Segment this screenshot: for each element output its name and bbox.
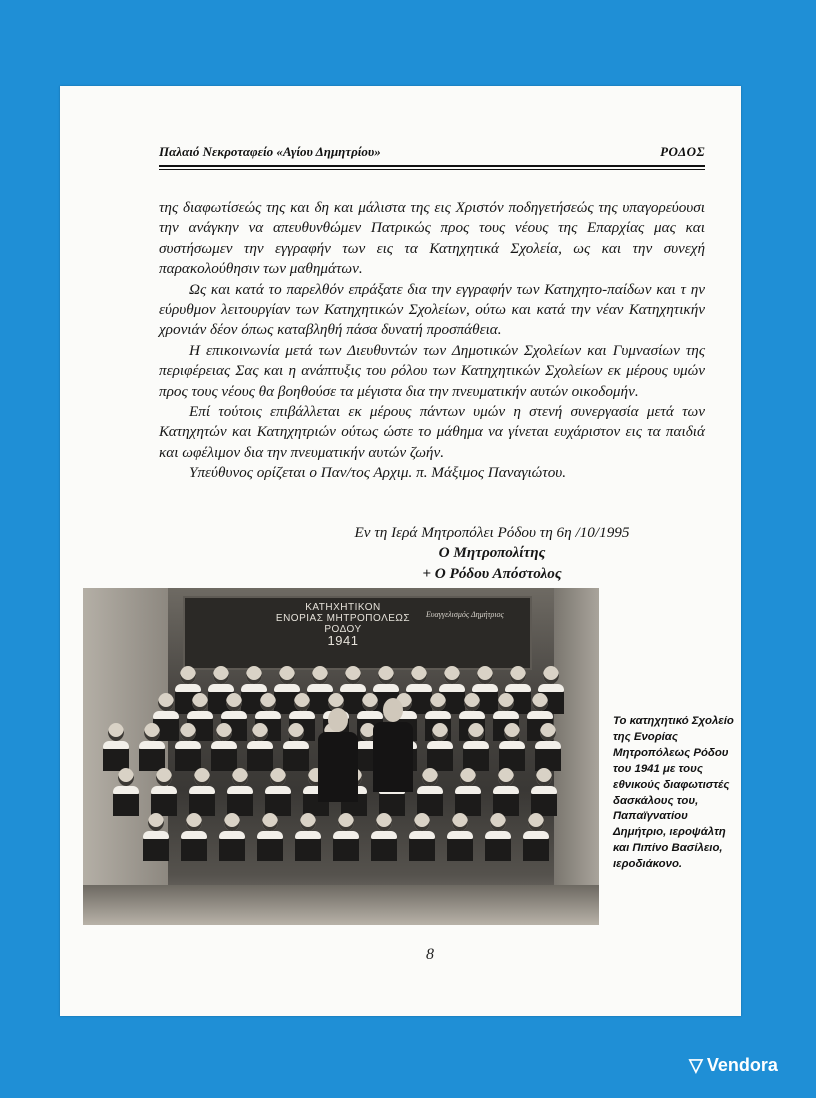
paragraph: Η επικοινωνία μετά των Διευθυντών των Δημοτικών Σχολείων και Γυμνασίων της περιφέρειας Σας και η ανάπτυξις του ρόλου των Κατηχητικών Σχολείων εκ μέρους υμών προς τους νέους θα βοηθούσε τα μέγιστα δια την πνευματικήν αυτών οικοδομήν.: [159, 341, 705, 400]
brand-name: Vendora: [706, 1055, 778, 1075]
header-rule-thin: [159, 169, 705, 170]
page-number: 8: [426, 946, 434, 963]
signoff-name: + Ο Ρόδου Απόστολος: [422, 564, 562, 582]
paragraph: της διαφωτίσεώς της και δη και μάλιστα της εις Χριστόν ποδηγετήσεώς της υπαγορεύουσι την ανάγκην να απευθυνθώμεν Πατρικώς προς τους νέους της Επαρχίας μας και συστήσωμεν την εγγραφήν των εις τα Κατηχητικά Σχολεία, ως και την συνεχή παρακολούθησιν των μαθημάτων.: [159, 199, 705, 278]
photo-child: [499, 723, 525, 771]
paragraph: Υπεύθυνος ορίζεται ο Παν/τος Αρχιμ. π. Μάξιμος Παναγιώτου.: [189, 464, 567, 482]
photo-child: [409, 813, 435, 861]
photo-teacher: [373, 698, 413, 792]
body-text: [159, 198, 705, 484]
board-note: Ευαγγελισμός Δημήτριος: [426, 610, 504, 619]
vendora-logo-icon: ▽: [689, 1055, 703, 1075]
header-rule: [159, 165, 705, 167]
board-text: [238, 602, 448, 646]
photo-child: [485, 813, 511, 861]
photo-floor: [83, 885, 599, 925]
document-page: [60, 86, 741, 1016]
photo-child: [181, 813, 207, 861]
board-line: ΚΑΤΗΧΗΤΙΚΟΝ: [305, 602, 381, 613]
photo-child: [455, 768, 481, 816]
board-line: ΡΟΔΟΥ: [324, 624, 362, 635]
board-line: ΕΝΟΡΙΑΣ ΜΗΤΡΟΠΟΛΕΩΣ: [275, 613, 411, 624]
photo-child: [523, 813, 549, 861]
photo-child: [265, 768, 291, 816]
photo-child: [531, 768, 557, 816]
photo-child: [283, 723, 309, 771]
header-section: ΡΟΔΟΣ: [660, 144, 705, 159]
photo-child: [417, 768, 443, 816]
photo-child: [227, 768, 253, 816]
photo-child: [427, 723, 453, 771]
photo-child: [493, 768, 519, 816]
photo-child: [371, 813, 397, 861]
photo-child: [103, 723, 129, 771]
board-line: 1941: [327, 633, 359, 648]
photo-child: [139, 723, 165, 771]
photo-child: [535, 723, 561, 771]
class-photo: [83, 588, 599, 925]
photo-child: [219, 813, 245, 861]
photo-child: [175, 723, 201, 771]
header-title: Παλαιό Νεκροταφείο «Αγίου Δημητρίου»: [159, 144, 381, 159]
signoff: [159, 523, 705, 584]
photo-child: [151, 768, 177, 816]
photo-child: [257, 813, 283, 861]
photo-child: [247, 723, 273, 771]
paragraph: Ως και κατά το παρελθόν επράξατε δια την εγγραφήν των Κατηχητο-παίδων και τ ην εύρυθμον λειτουργίαν των Κατηχητικών Σχολείων, ούτω και κατά την νέαν Κατηχητικήν χρονιάν δέον όπως καταβληθή πάσα δυνατή προσπάθεια.: [159, 280, 705, 339]
signoff-title: Ο Μητροπολίτης: [438, 544, 546, 562]
photo-child: [333, 813, 359, 861]
photo-child: [113, 768, 139, 816]
photo-child: [189, 768, 215, 816]
watermark-brand: [689, 1055, 778, 1076]
photo-child: [143, 813, 169, 861]
photo-child: [463, 723, 489, 771]
photo-caption: Το κατηχητικό Σχολείο της Ενορίας Μητροπόλεως Ρόδου του 1941 με τους εθνικούς διαφωτιστές δασκάλους του, Παπαϊγνατίου Δημήτριο, ιεροψάλτη και Πιπίνο Βασίλειο, ιεροδιάκονο.: [613, 715, 734, 871]
photo-teacher: [318, 708, 358, 802]
signoff-dateline: Εν τη Ιερά Μητροπόλει Ρόδου τη 6η /10/1995: [354, 524, 630, 541]
photo-child: [295, 813, 321, 861]
paragraph: Επί τούτοις επιβάλλεται εκ μέρους πάντων υμών η στενή συνεργασία μετά των Κατηχητών και Κατηχητριών ούτως ώστε το μάθημα να γίνεται ευχάριστον εις τα παιδιά και ωφέλιμον δια την πνευματικήν αυτών ζωήν.: [159, 403, 705, 461]
photo-child: [211, 723, 237, 771]
photo-child: [447, 813, 473, 861]
